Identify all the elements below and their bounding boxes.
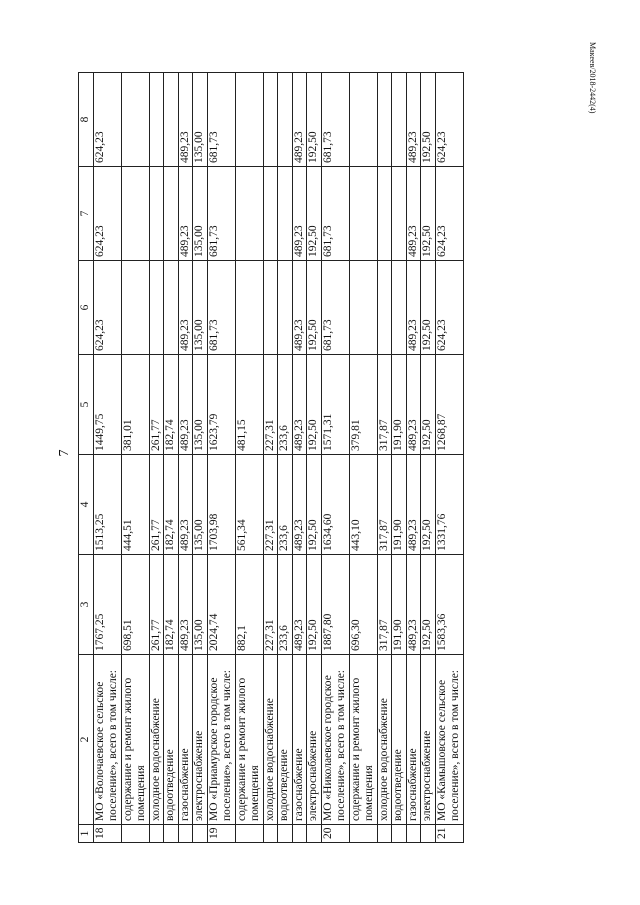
row-number: [121, 825, 149, 843]
table-row: [149, 73, 164, 843]
row-number: [406, 825, 421, 843]
row-value: 443,10: [349, 455, 377, 555]
row-value: 1331,76: [435, 455, 463, 555]
row-value: 681,73: [321, 261, 349, 355]
row-value: 192,50: [307, 555, 322, 655]
row-value: 135,00: [193, 261, 208, 355]
row-value: [149, 261, 164, 355]
column-header: 4: [79, 455, 94, 555]
table-row: [321, 73, 349, 843]
header-row: [79, 73, 94, 843]
row-value: 233,6: [278, 455, 293, 555]
row-value: [263, 261, 278, 355]
row-value: 489,23: [292, 355, 307, 455]
row-value: 681,73: [207, 261, 235, 355]
table-row: [178, 73, 193, 843]
row-value: 192,50: [307, 455, 322, 555]
row-number: [263, 825, 278, 843]
row-value: 1583,36: [435, 555, 463, 655]
row-value: [278, 73, 293, 167]
row-value: 624,23: [93, 261, 121, 355]
row-value: 1449,75: [93, 355, 121, 455]
row-value: 261,77: [149, 555, 164, 655]
row-name: холодное водоснабжение: [149, 655, 164, 825]
row-name: водоотведение: [278, 655, 293, 825]
row-value: [121, 261, 149, 355]
row-value: 191,90: [392, 355, 407, 455]
row-value: [164, 261, 179, 355]
row-value: [149, 73, 164, 167]
table-row: [121, 73, 149, 843]
row-value: 489,23: [406, 261, 421, 355]
table-row: [235, 73, 263, 843]
row-value: [278, 167, 293, 261]
page-number: 7: [57, 449, 72, 457]
row-value: 624,23: [435, 167, 463, 261]
row-number: [292, 825, 307, 843]
row-name: МО «Приамурское городское поселение», всего в том числе:: [207, 655, 235, 825]
column-header: 8: [79, 73, 94, 167]
row-value: 444,51: [121, 455, 149, 555]
row-name: содержание и ремонт жилого помещения: [121, 655, 149, 825]
table-row: [406, 73, 421, 843]
row-value: 192,50: [307, 167, 322, 261]
row-value: 489,23: [292, 455, 307, 555]
row-number: [178, 825, 193, 843]
footer-code-text: Макеев/2018-2442(4): [588, 42, 597, 114]
row-name: электроснабжение: [421, 655, 436, 825]
row-value: 227,31: [263, 355, 278, 455]
row-value: 696,30: [349, 555, 377, 655]
row-value: 489,23: [178, 455, 193, 555]
row-value: 135,00: [193, 73, 208, 167]
row-value: 489,23: [178, 555, 193, 655]
row-name: водоотведение: [392, 655, 407, 825]
row-value: [149, 167, 164, 261]
row-value: [235, 73, 263, 167]
table-row: [278, 73, 293, 843]
row-value: 182,74: [164, 455, 179, 555]
row-name: МО «Волочаевское сельское поселение», всего в том числе:: [93, 655, 121, 825]
row-number: [392, 825, 407, 843]
row-name: электроснабжение: [193, 655, 208, 825]
row-value: 489,23: [292, 261, 307, 355]
row-value: 227,31: [263, 555, 278, 655]
row-value: 192,50: [307, 261, 322, 355]
row-value: [121, 73, 149, 167]
row-value: 1767,25: [93, 555, 121, 655]
row-name: газоснабжение: [406, 655, 421, 825]
row-value: 261,77: [149, 355, 164, 455]
row-name: МО «Николаевское городское поселение», всего в том числе:: [321, 655, 349, 825]
table-row: [377, 73, 392, 843]
row-value: 1887,80: [321, 555, 349, 655]
column-header: 3: [79, 555, 94, 655]
tariff-table: [78, 72, 464, 843]
row-number: [149, 825, 164, 843]
row-number: [307, 825, 322, 843]
row-value: 489,23: [292, 167, 307, 261]
table-row: [263, 73, 278, 843]
row-name: газоснабжение: [292, 655, 307, 825]
row-value: 489,23: [178, 73, 193, 167]
row-value: [349, 167, 377, 261]
row-value: 192,50: [307, 73, 322, 167]
table-row: [435, 73, 463, 843]
row-value: 624,23: [93, 73, 121, 167]
row-value: 1268,87: [435, 355, 463, 455]
row-value: 261,77: [149, 455, 164, 555]
column-header: 2: [79, 655, 94, 825]
row-value: 191,90: [392, 455, 407, 555]
row-number: 19: [207, 825, 235, 843]
row-value: 233,6: [278, 355, 293, 455]
row-name: МО «Камышовское сельское поселение», всего в том числе:: [435, 655, 463, 825]
row-value: 379,81: [349, 355, 377, 455]
row-number: 20: [321, 825, 349, 843]
row-name: содержание и ремонт жилого помещения: [235, 655, 263, 825]
row-value: 489,23: [406, 555, 421, 655]
row-value: 681,73: [321, 167, 349, 261]
row-value: 317,87: [377, 455, 392, 555]
row-number: 18: [93, 825, 121, 843]
row-value: 227,31: [263, 455, 278, 555]
column-header: 6: [79, 261, 94, 355]
table-row: [421, 73, 436, 843]
table-row: [207, 73, 235, 843]
row-value: 681,73: [321, 73, 349, 167]
row-value: 192,50: [421, 555, 436, 655]
table-row: [292, 73, 307, 843]
row-value: 489,23: [178, 167, 193, 261]
row-number: [193, 825, 208, 843]
row-name: содержание и ремонт жилого помещения: [349, 655, 377, 825]
row-value: 681,73: [207, 167, 235, 261]
row-number: [235, 825, 263, 843]
row-value: 135,00: [193, 167, 208, 261]
row-value: [392, 73, 407, 167]
table-row: [349, 73, 377, 843]
row-value: 1571,31: [321, 355, 349, 455]
row-name: холодное водоснабжение: [263, 655, 278, 825]
row-number: 21: [435, 825, 463, 843]
table-row: [93, 73, 121, 843]
row-value: 1634,60: [321, 455, 349, 555]
row-value: 317,87: [377, 555, 392, 655]
row-number: [164, 825, 179, 843]
row-value: 182,74: [164, 355, 179, 455]
row-value: 192,50: [421, 73, 436, 167]
row-value: [235, 167, 263, 261]
row-value: [235, 261, 263, 355]
column-header: 1: [79, 825, 94, 843]
row-value: [377, 167, 392, 261]
row-value: 191,90: [392, 555, 407, 655]
row-value: 192,50: [421, 355, 436, 455]
row-value: 561,34: [235, 455, 263, 555]
row-value: 2024,74: [207, 555, 235, 655]
row-value: [121, 167, 149, 261]
row-value: 192,50: [421, 455, 436, 555]
row-value: 681,73: [207, 73, 235, 167]
row-name: холодное водоснабжение: [377, 655, 392, 825]
row-value: 135,00: [193, 355, 208, 455]
row-value: 135,00: [193, 555, 208, 655]
row-value: 489,23: [406, 73, 421, 167]
row-value: 882,1: [235, 555, 263, 655]
row-number: [421, 825, 436, 843]
row-value: 1513,25: [93, 455, 121, 555]
row-value: 489,23: [292, 555, 307, 655]
row-value: [263, 73, 278, 167]
row-value: [278, 261, 293, 355]
table-row: [193, 73, 208, 843]
table-row: [164, 73, 179, 843]
row-number: [377, 825, 392, 843]
row-value: 489,23: [292, 73, 307, 167]
row-value: [377, 261, 392, 355]
table-row: [307, 73, 322, 843]
row-value: 489,23: [406, 355, 421, 455]
row-value: 1623,79: [207, 355, 235, 455]
row-value: 192,50: [307, 355, 322, 455]
row-value: 233,6: [278, 555, 293, 655]
row-value: [392, 167, 407, 261]
row-value: [349, 261, 377, 355]
row-value: 489,23: [406, 455, 421, 555]
row-value: [349, 73, 377, 167]
row-name: водоотведение: [164, 655, 179, 825]
row-value: 1703,98: [207, 455, 235, 555]
row-value: 135,00: [193, 455, 208, 555]
row-value: [392, 261, 407, 355]
column-header: 7: [79, 167, 94, 261]
row-value: [164, 167, 179, 261]
row-value: 192,50: [421, 167, 436, 261]
row-value: 489,23: [178, 355, 193, 455]
row-value: 698,51: [121, 555, 149, 655]
tariff-table-rotated: [78, 73, 598, 843]
row-value: 624,23: [435, 261, 463, 355]
row-value: 624,23: [93, 167, 121, 261]
row-number: [349, 825, 377, 843]
row-value: 192,50: [421, 261, 436, 355]
row-value: 624,23: [435, 73, 463, 167]
row-value: 489,23: [178, 261, 193, 355]
table-row: [392, 73, 407, 843]
column-header: 5: [79, 355, 94, 455]
row-value: [263, 167, 278, 261]
row-value: [164, 73, 179, 167]
row-value: 381,01: [121, 355, 149, 455]
row-value: 317,87: [377, 355, 392, 455]
row-value: [377, 73, 392, 167]
row-value: 489,23: [406, 167, 421, 261]
row-number: [278, 825, 293, 843]
row-value: 481,15: [235, 355, 263, 455]
row-name: газоснабжение: [178, 655, 193, 825]
row-value: 182,74: [164, 555, 179, 655]
row-name: электроснабжение: [307, 655, 322, 825]
